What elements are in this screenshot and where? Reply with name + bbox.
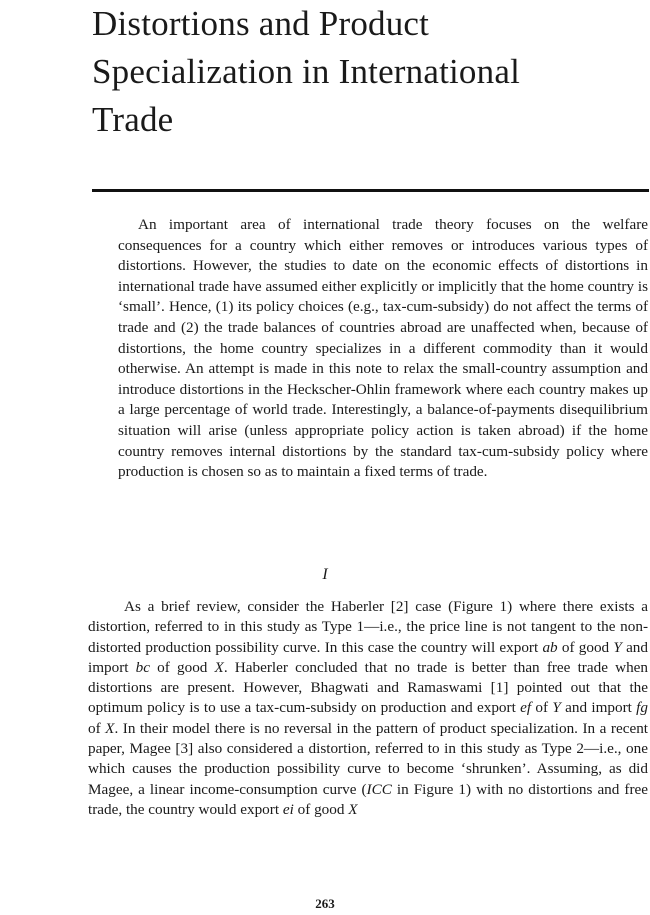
italic-term: X bbox=[105, 719, 115, 737]
body-text-run: . In their model there is no reversal in the pattern of product specialization. In a recent paper, Magee [3] also considered a distortion, referred to in this study as Type 2—i.e., one which causes the production possibility curve to become ‘shrunken’. Assuming, as did Magee, a linear income-consumption curve ( bbox=[88, 719, 649, 798]
abstract-paragraph: An important area of international trade theory focuses on the welfare consequences for a country which either removes or introduces various types of distortions. However, the studies to date on the economic effects of distortions in international trade have assumed either explicitly or implicitly that the home country is ‘small’. Hence, (1) its policy choices (e.g., tax-cum-subsidy) do not affect the terms of trade and (2) the trade balances of countries abroad are unaffected when, because of distortions, the home country specializes in a different commodity than it would otherwise. An attempt is made in this note to relax the small-country assumption and introduce distortions in the Heckscher-Ohlin framework where each country makes up a large percentage of world trade. Interestingly, a balance-of-payments disequilibrium situation will arise (unless appropriate policy action is taken abroad) if the home country removes internal distortions by the standard tax-cum-subsidy policy where production is chosen so as to maintain a fixed terms of trade. bbox=[118, 216, 648, 481]
italic-term: Y bbox=[552, 699, 561, 717]
body-text-run: As a brief review, consider the Haberler [2] case (Figure 1) where there exists a distortion, referred to in this study as Type 1—i.e., the price line is not tangent to the non-distorted production possibility curve. In this case the country will export bbox=[88, 598, 648, 656]
body-text-run: of good bbox=[150, 658, 215, 676]
title-line-1: Distortions and Product bbox=[92, 4, 430, 43]
body-text-run: and import bbox=[560, 699, 637, 717]
italic-term: X bbox=[348, 800, 358, 818]
italic-term: ICC bbox=[366, 780, 392, 798]
italic-term: ef bbox=[520, 699, 532, 717]
body-text-run: in Figure 1) with no distortions and free trade, the country would export bbox=[88, 780, 648, 818]
title-line-3: Trade bbox=[92, 100, 174, 139]
body-paragraph bbox=[88, 597, 648, 820]
body-text-run: . Haberler concluded that no trade is better than free trade when distortions are present. However, Bhagwati and Ramaswami [1] pointed out that the optimum policy is to use a tax-cum-subsidy on production and export bbox=[88, 658, 648, 717]
page-number: 263 bbox=[315, 896, 335, 911]
italic-term: fg bbox=[636, 699, 648, 717]
body-text-run: of bbox=[88, 719, 106, 737]
italic-term: ab bbox=[542, 638, 558, 656]
italic-term: X bbox=[214, 658, 224, 676]
body-text-run: of good bbox=[293, 800, 349, 818]
italic-term: ei bbox=[282, 800, 294, 818]
title-line-2: Specialization in International bbox=[92, 52, 520, 91]
body-text-run: of good bbox=[557, 638, 614, 656]
body-text-run: of bbox=[531, 699, 553, 717]
section-heading: I bbox=[322, 566, 328, 583]
title-divider-rule bbox=[92, 189, 649, 192]
italic-term: bc bbox=[135, 658, 151, 676]
article-title bbox=[92, 0, 632, 144]
body-text-run: and import bbox=[88, 638, 648, 676]
italic-term: Y bbox=[613, 638, 622, 656]
